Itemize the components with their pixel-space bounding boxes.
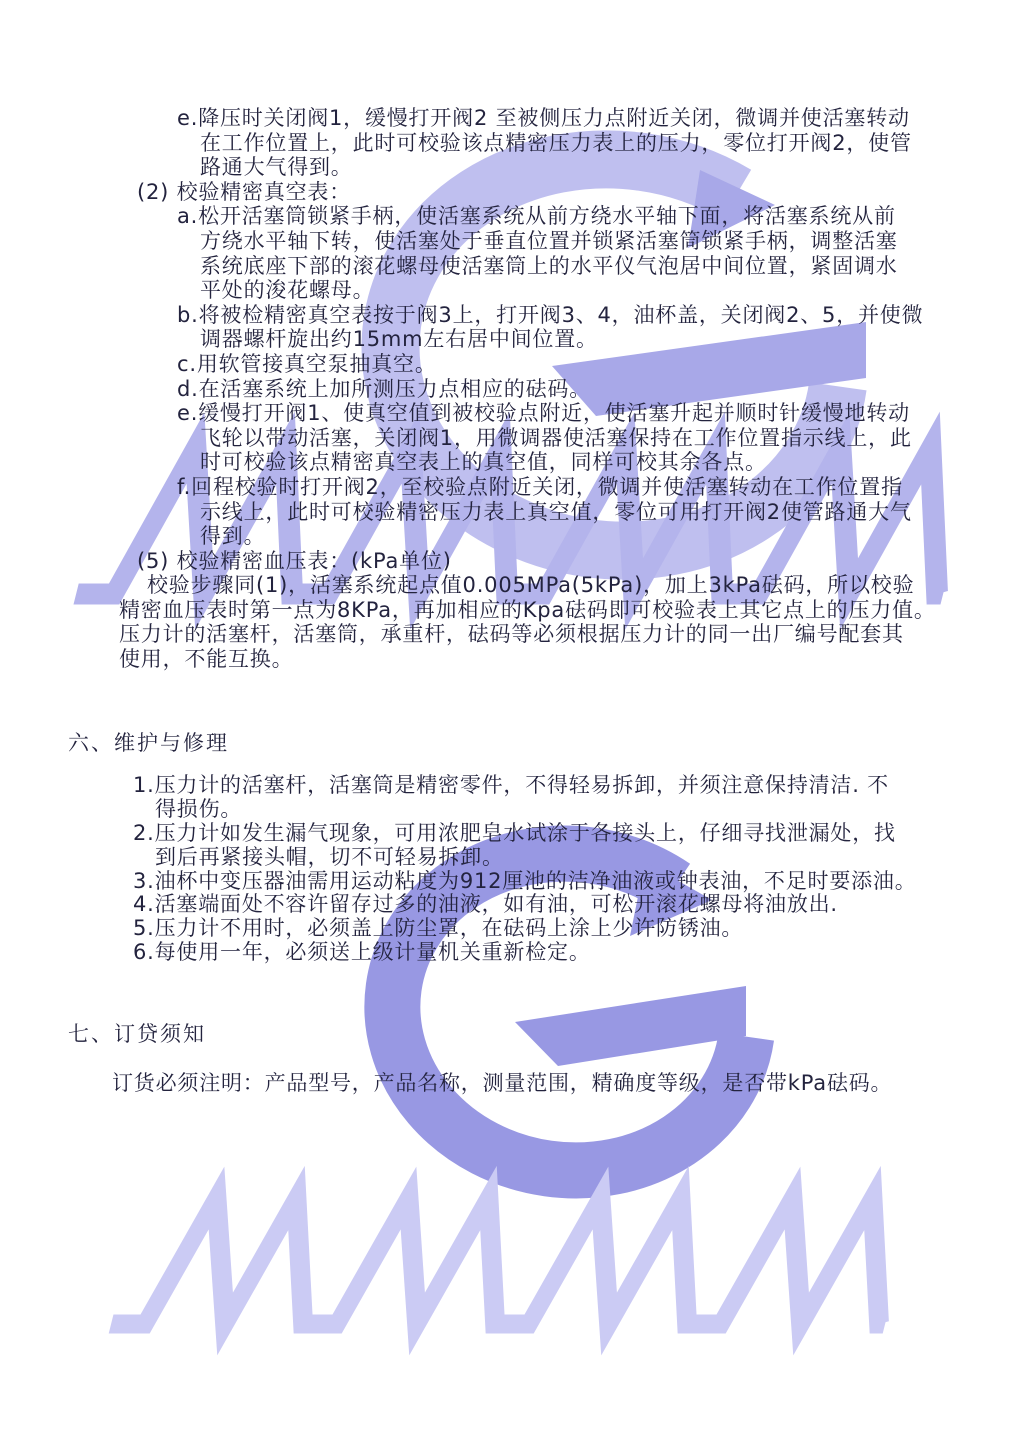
text-line: e.缓慢打开阀1、使真空值到被校验点附近，使活塞升起并顺时针缓慢地转动 — [177, 401, 910, 426]
calibration-procedures-block — [0, 106, 1024, 672]
text-line: 压力计的活塞杆，活塞筒，承重杆，砝码等必须根据压力计的同一出厂编号配套其 — [119, 622, 904, 647]
text-line: a.松开活塞筒锁紧手柄，使活塞系统从前方绕水平轴下面，将活塞系统从前 — [177, 204, 896, 229]
text-line: c.用软管接真空泵抽真空。 — [177, 351, 437, 376]
text-line: 在工作位置上，此时可校验该点精密压力表上的压力，零位打开阀2，使管 — [200, 130, 912, 155]
text-line: 使用，不能互换。 — [119, 647, 294, 672]
text-line: b.将被检精密真空表按于阀3上，打开阀3、4，油杯盖，关闭阀2、5，并使微 — [177, 302, 924, 327]
text-line: 6.每使用一年，必须送上级计量机关重新检定。 — [133, 940, 591, 965]
text-line: 得损伤。 — [155, 796, 243, 821]
text-line: 2.压力计如发生漏气现象，可用浓肥皂水试涂于各接头上，仔细寻找泄漏处，找 — [133, 820, 896, 845]
text-line: 路通大气得到。 — [200, 155, 353, 180]
text-line: 校验步骤同(1)，活塞系统起点值0.005MPa(5kPa)，加上3kPa砝码，所以校验 — [147, 573, 915, 598]
text-line: 4.活塞端面处不容许留存过多的油液，如有油，可松开滚花螺母将油放出. — [133, 892, 838, 917]
text-line: 得到。 — [200, 524, 266, 549]
text-line: (2) 校验精密真空表： — [137, 179, 352, 204]
ordering-heading-block — [0, 1022, 1024, 1047]
ordering-note-block — [0, 1071, 1024, 1096]
text-line: 订货必须注明：产品型号，产品名称，测量范围，精确度等级，是否带kPa砝码。 — [112, 1071, 893, 1095]
text-line: 系统底座下部的滚花螺母使活塞筒上的水平仪气泡居中间位置，紧固调水 — [200, 253, 898, 278]
text-line: (5) 校验精密血压表：(kPa单位) — [137, 548, 452, 573]
text-line: 精密血压表时第一点为8KPa，再加相应的Kpa砝码即可校验表上其它点上的压力值。 — [119, 597, 936, 622]
text-line: 示线上，此时可校验精密压力表上真空值，零位可用打开阀2使管路通大气 — [200, 499, 912, 524]
text-line: 方绕水平轴下转，使活塞处于垂直位置并锁紧活塞筒锁紧手柄，调整活塞 — [200, 228, 898, 253]
text-line: 平处的浚花螺母。 — [200, 278, 375, 303]
text-line: 飞轮以带动活塞，关闭阀1，用微调器使活塞保持在工作位置指示线上，此 — [200, 425, 912, 450]
section-heading: 七、订贷须知 — [68, 1022, 206, 1046]
text-line: f.回程校验时打开阀2，至校验点附近关闭，微调并使活塞转动在工作位置指 — [177, 474, 903, 499]
text-line: e.降压时关闭阀1，缓慢打开阀2 至被侧压力点附近关闭，微调并使活塞转动 — [177, 106, 910, 130]
text-line: 5.压力计不用时，必须盖上防尘罩，在砝码上涂上少许防锈油。 — [133, 916, 744, 941]
text-line: 1.压力计的活塞杆，活塞筒是精密零件，不得轻易拆卸，并须注意保持清洁. 不 — [133, 773, 889, 797]
maintenance-heading-block — [0, 731, 1024, 756]
maintenance-list-block — [0, 774, 1024, 965]
section-heading: 六、维护与修理 — [68, 731, 229, 755]
text-line: 调器螺杆旋出约15mm左右居中间位置。 — [200, 327, 598, 352]
text-line: d.在活塞系统上加所测压力点相应的砝码。 — [177, 376, 592, 401]
text-line: 到后再紧接头帽，切不可轻易拆卸。 — [155, 844, 504, 869]
text-line: 时可校验该点精密真空表上的真空值，同样可校其余各点。 — [200, 450, 767, 475]
text-line: 3.油杯中变压器油需用运动粘度为912厘池的洁净油液或钟表油，不足时要添油。 — [133, 868, 917, 893]
